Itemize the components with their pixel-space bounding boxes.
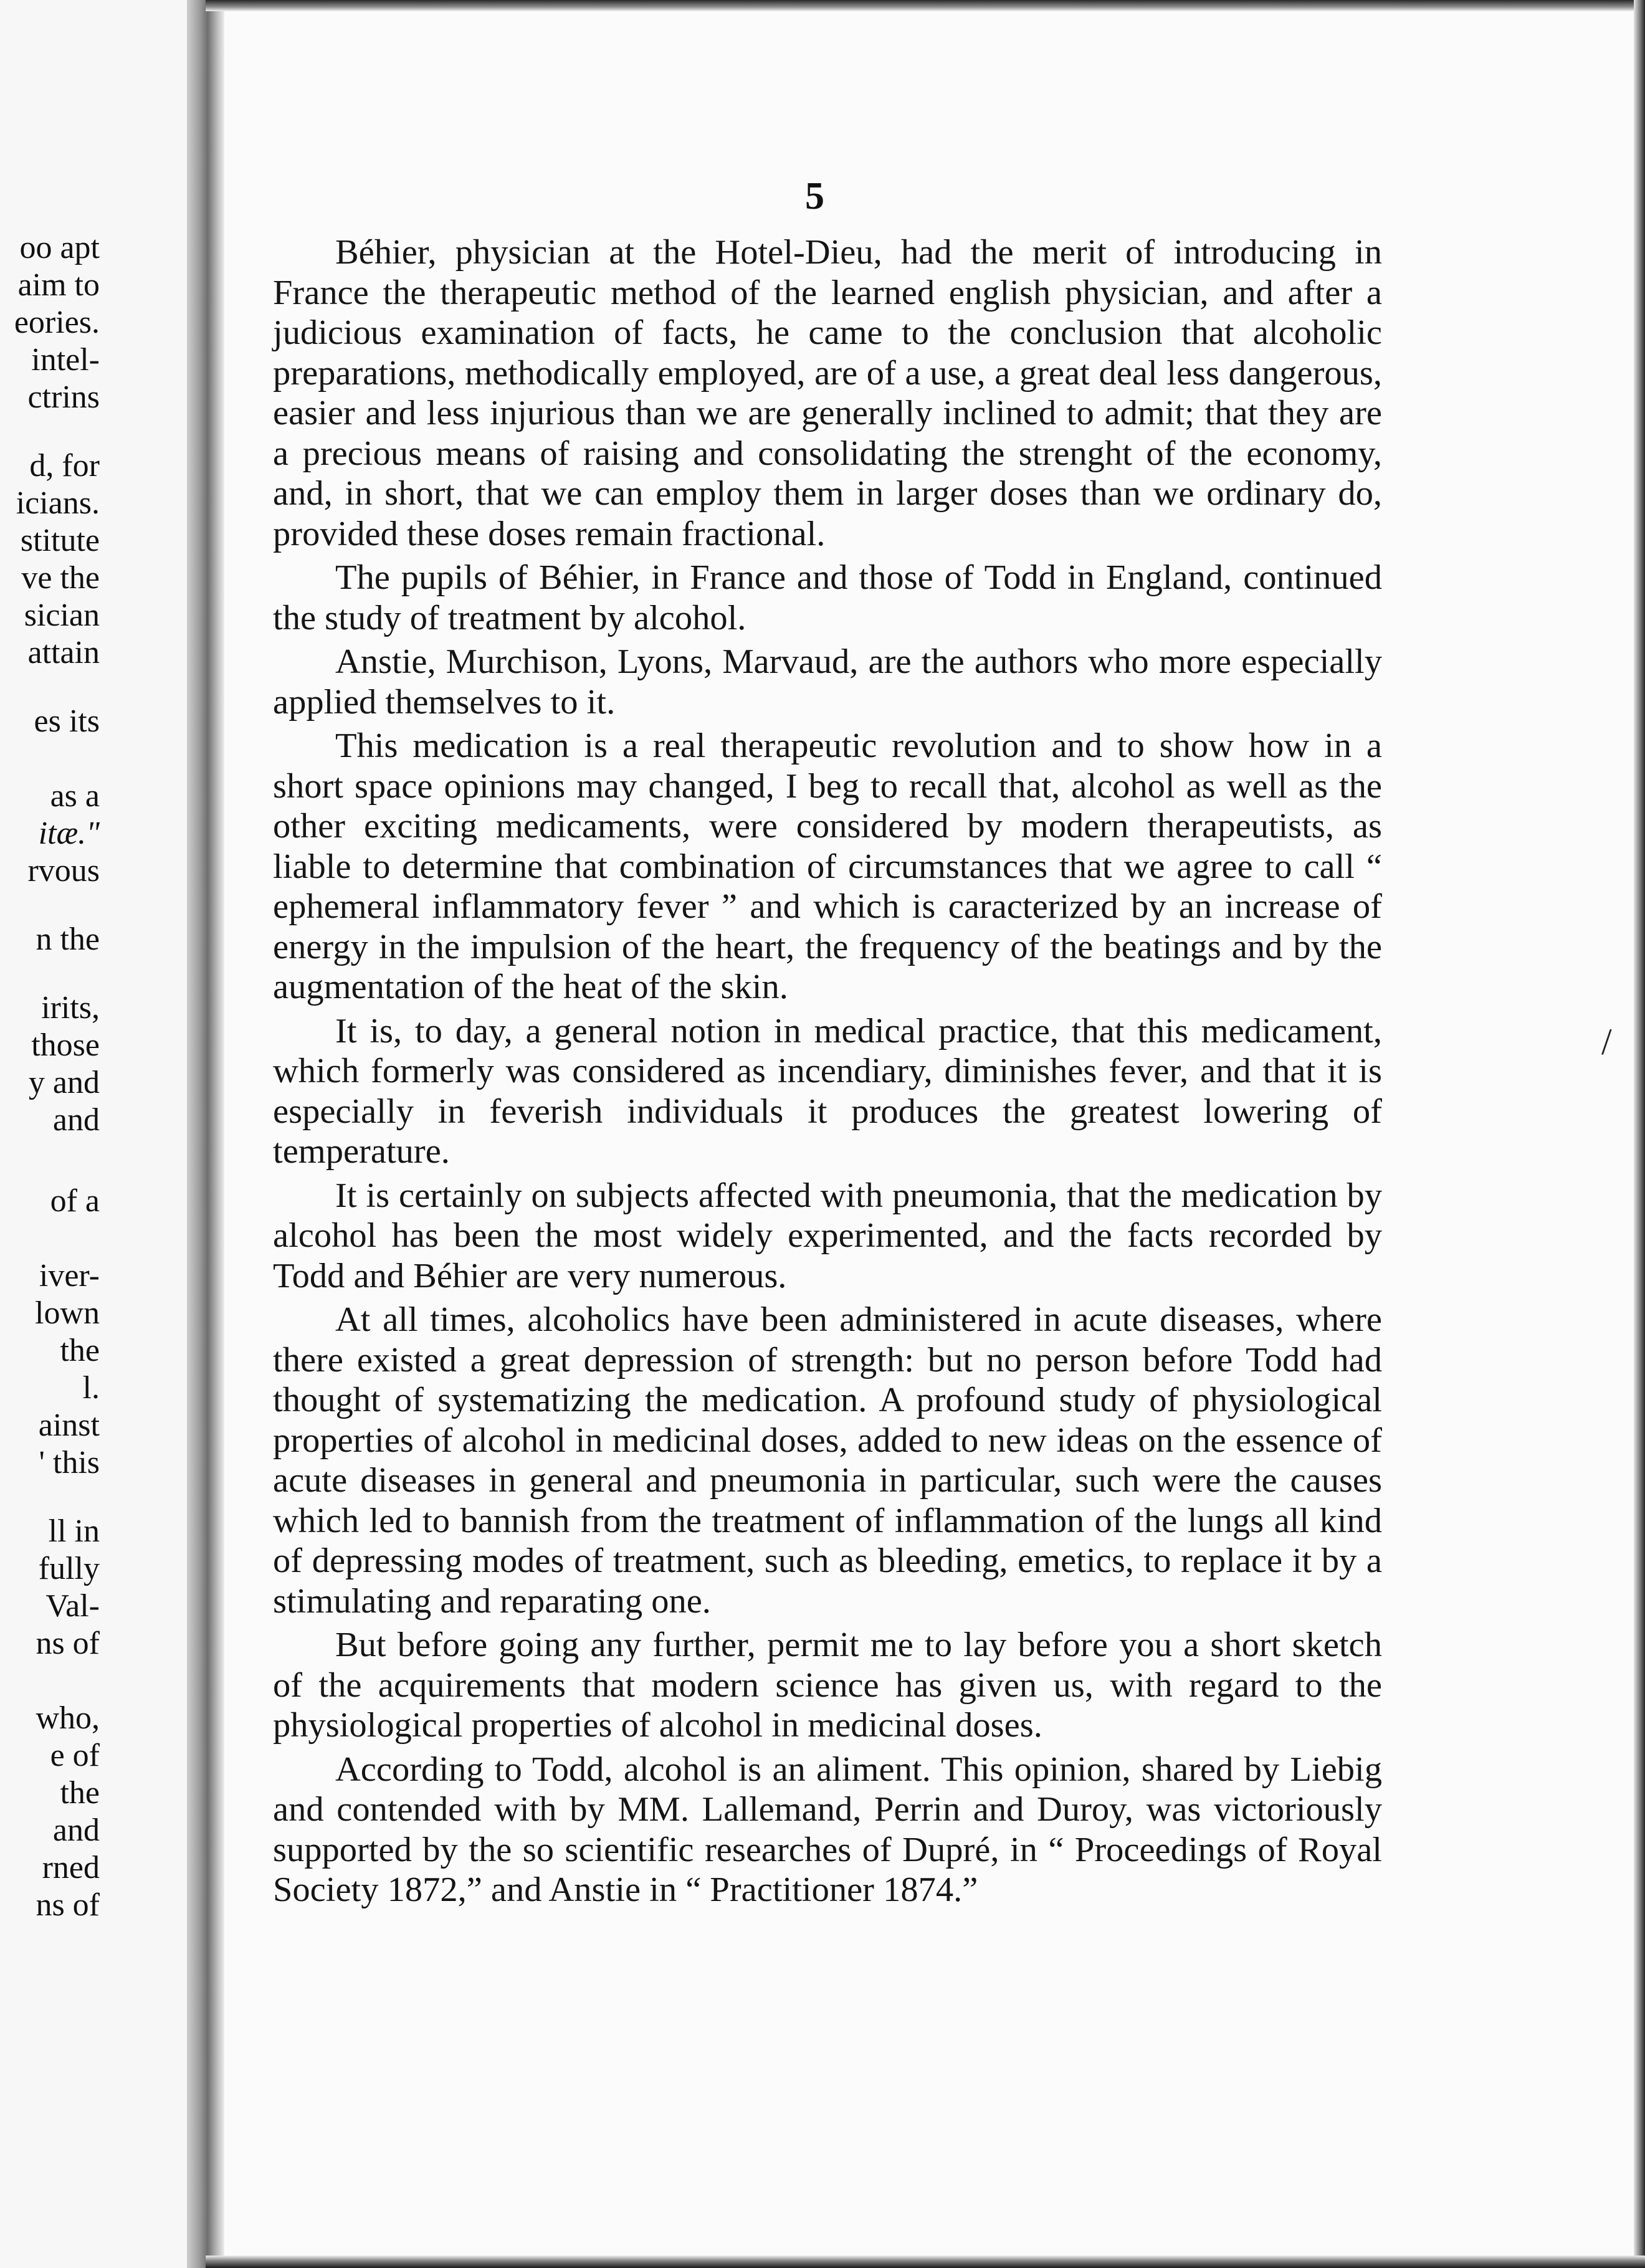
- facing-page-line: y and: [28, 1065, 100, 1100]
- scan-bottom-edge: [206, 2256, 1645, 2268]
- paragraph: Anstie, Murchison, Lyons, Marvaud, are the authors who more especially applied themselves to it.: [273, 642, 1382, 722]
- scan-right-edge: [1634, 0, 1645, 2268]
- facing-page-line: fully: [38, 1551, 100, 1586]
- facing-page-line: ' this: [39, 1445, 100, 1480]
- facing-page-line: eories.: [14, 305, 100, 340]
- facing-page-line: and: [52, 1813, 100, 1848]
- facing-page-line: ns of: [36, 1887, 100, 1923]
- facing-page-line: intel-: [31, 342, 100, 378]
- paragraph: According to Todd, alcohol is an aliment. This opinion, shared by Liebig and contended with by MM. Lallemand, Perrin and Duroy, was victoriously supported by the so scientific researches of Dupré, in “ Proceedings of Royal Society 1872,” and Anstie in “ Practitioner 1874.”: [273, 1750, 1382, 1909]
- facing-page-line: d, for: [29, 448, 100, 484]
- facing-page-line: ve the: [21, 560, 100, 596]
- paragraph: The pupils of Béhier, in France and those of Todd in England, continued the study of treatment by alcohol.: [273, 558, 1382, 637]
- facing-page-line: ctrins: [27, 379, 100, 415]
- facing-page-line: irits,: [41, 990, 100, 1026]
- facing-page-line: the: [60, 1333, 100, 1368]
- paragraph: It is, to day, a general notion in medical practice, that this medicament, which formerly was considered as incendiary, diminishes fever, and that it is especially in feverish individuals it produces the greatest lowering of temperature.: [273, 1011, 1382, 1171]
- margin-mark: /: [1601, 1021, 1612, 1062]
- facing-page-line: who,: [36, 1700, 100, 1736]
- facing-page-line: n the: [36, 922, 100, 957]
- scan-top-edge: [206, 0, 1645, 11]
- facing-page-line: oo apt: [19, 230, 100, 265]
- paragraph: This medication is a real therapeutic revolution and to show how in a short space opinions may changed, I beg to recall that, alcohol as well as the other exciting medicaments, were considered by modern therapeutists, as liable to determine that combination of circumstances that we agree to call “ ephemeral inflammatory fever ” and which is caracterized by an increase of energy in the impulsion of the heart, the frequency of the beatings and by the augmentation of the heat of the skin.: [273, 727, 1382, 1006]
- book-gutter: [187, 0, 224, 2268]
- facing-page-line: those: [31, 1027, 100, 1063]
- facing-page-line: ns of: [36, 1626, 100, 1661]
- facing-page-line: sician: [24, 598, 100, 633]
- facing-page-line: Val-: [45, 1588, 100, 1624]
- facing-page-line: icians.: [16, 485, 100, 521]
- facing-page-line: and: [52, 1102, 100, 1138]
- facing-page-line: of a: [50, 1183, 100, 1219]
- page-body-text: [273, 232, 1382, 1914]
- facing-page-line: e of: [50, 1738, 100, 1773]
- facing-page-line: ainst: [38, 1408, 100, 1443]
- facing-page-line: aim to: [17, 267, 100, 303]
- facing-page-line: lown: [35, 1295, 100, 1331]
- facing-page-line: attain: [27, 635, 100, 670]
- facing-page-line: itæ.": [38, 816, 100, 851]
- page-number: 5: [805, 175, 824, 217]
- facing-page-line: the: [60, 1775, 100, 1811]
- page-right: [224, 11, 1634, 2256]
- paragraph: Béhier, physician at the Hotel-Dieu, had the merit of introducing in France the therapeutic method of the learned english physician, and after a judicious examination of facts, he came to the conclusion that alcoholic preparations, methodically employed, are of a use, a great deal less dangerous, easier and less injurious than we are generally inclined to admit; that they are a precious means of raising and consolidating the strenght of the economy, and, in short, that we can employ them in larger doses than we ordinary do, provided these doses remain fractional.: [273, 233, 1382, 553]
- facing-page-left: [0, 0, 187, 2268]
- facing-page-line: es its: [34, 703, 100, 739]
- facing-page-line: rned: [42, 1850, 100, 1885]
- paragraph: But before going any further, permit me to lay before you a short sketch of the acquirements that modern science has given us, with regard to the physiological properties of alcohol in medicinal doses.: [273, 1626, 1382, 1745]
- paragraph: At all times, alcoholics have been administered in acute diseases, where there existed a great depression of strength: but no person before Todd had thought of systematizing the medication. A profound study of physiological properties of alcohol in medicinal doses, added to new ideas on the essence of acute diseases in general and pneumonia in particular, such were the causes which led to bannish from the treatment of inflammation of the lungs all kind of depressing modes of treatment, such as bleeding, emetics, to replace it by a stimulating and reparating one.: [273, 1300, 1382, 1621]
- facing-page-line: rvous: [27, 853, 100, 889]
- paragraph: It is certainly on subjects affected with pneumonia, that the medication by alcohol has been the most widely experimented, and the facts recorded by Todd and Béhier are very numerous.: [273, 1176, 1382, 1295]
- facing-page-line: l.: [82, 1370, 100, 1406]
- facing-page-line: as a: [50, 778, 100, 814]
- facing-page-line: stitute: [20, 523, 100, 558]
- facing-page-line: iver-: [39, 1258, 100, 1294]
- facing-page-line: ll in: [48, 1513, 100, 1549]
